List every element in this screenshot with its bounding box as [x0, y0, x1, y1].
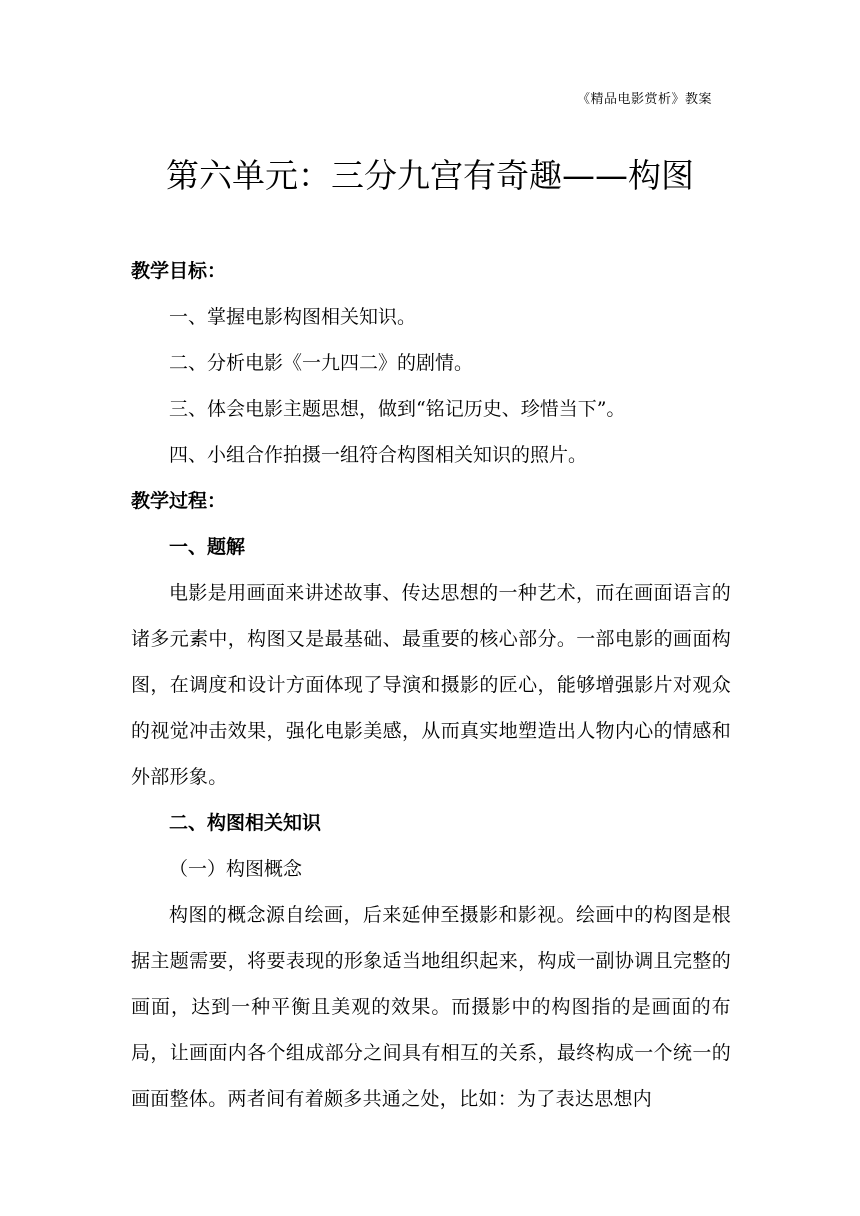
document-body [131, 248, 731, 1122]
objective-item: 四、小组合作拍摄一组符合构图相关知识的照片。 [169, 444, 588, 466]
section-heading: 一、题解 [169, 536, 246, 558]
subsection-heading: （一）构图概念 [169, 858, 303, 880]
objective-item: 一、掌握电影构图相关知识。 [169, 306, 417, 328]
section-paragraph: 构图的概念源自绘画，后来延伸至摄影和影视。绘画中的构图是根据主题需要，将要表现的形象适当地组织起来，构成一副协调且完整的画面，达到一种平衡且美观的效果。而摄影中的构图指的是画面的布局，让画面内各个组成部分之间具有相互的关系，最终构成一个统一的画面整体。两者间有着颇多共通之处，比如：为了表达思想内 [131, 904, 731, 1110]
page-title: 第六单元：三分九宫有奇趣——构图 [166, 156, 694, 195]
section-paragraph: 电影是用画面来讲述故事、传达思想的一种艺术，而在画面语言的诸多元素中，构图又是最基础、最重要的核心部分。一部电影的画面构图，在调度和设计方面体现了导演和摄影的匠心，能够增强影片对观众的视觉冲击效果，强化电影美感，从而真实地塑造出人物内心的情感和外部形象。 [131, 582, 731, 788]
objective-item: 三、体会电影主题思想，做到“铭记历史、珍惜当下”。 [169, 398, 626, 420]
section-heading: 二、构图相关知识 [169, 812, 322, 834]
objective-item: 二、分析电影《一九四二》的剧情。 [169, 352, 474, 374]
process-heading: 教学过程： [131, 490, 227, 512]
objectives-heading: 教学目标： [131, 260, 227, 282]
header-note: 《精品电影赏析》教案 [576, 92, 712, 107]
